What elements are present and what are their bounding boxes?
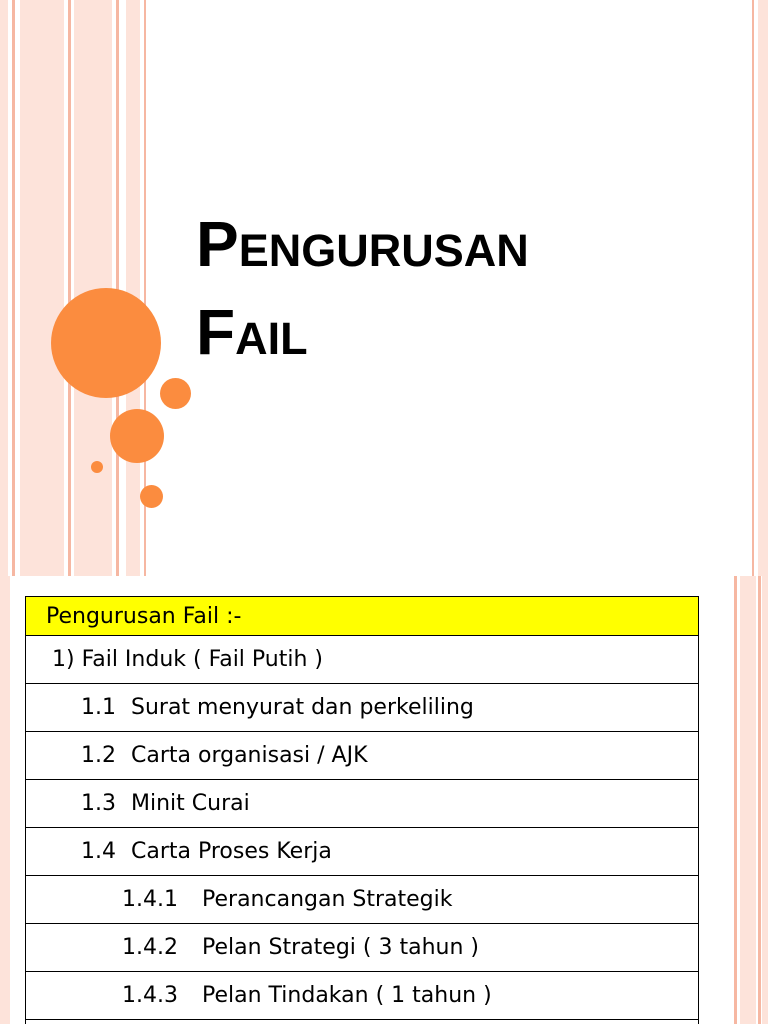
decorative-stripe xyxy=(762,576,768,1024)
table-cell xyxy=(26,780,699,828)
table-cell xyxy=(26,924,699,972)
decorative-circle-icon xyxy=(51,288,161,398)
item-text: Carta Proses Kerja xyxy=(131,839,332,864)
decorative-stripe xyxy=(126,0,140,576)
decorative-stripe xyxy=(752,0,754,576)
decorative-circle-icon xyxy=(110,409,164,463)
table-header-cell: Pengurusan Fail :- xyxy=(26,597,699,636)
decorative-stripe xyxy=(758,576,761,1024)
decorative-circle-icon xyxy=(140,485,163,508)
table-cell xyxy=(26,1020,699,1024)
table-row-partial xyxy=(26,1020,699,1024)
slide-title-line1: Pengurusan xyxy=(196,208,529,280)
decorative-circle-icon xyxy=(160,378,191,409)
table-row xyxy=(26,972,699,1020)
item-text: Pelan Strategi ( 3 tahun ) xyxy=(202,935,479,960)
item-number: 1.4.1 xyxy=(122,887,178,912)
slide-title-line2: Fail xyxy=(196,296,308,368)
decorative-stripe xyxy=(12,0,15,576)
table-row xyxy=(26,732,699,780)
item-text: Carta organisasi / AJK xyxy=(131,743,368,768)
table-cell xyxy=(26,876,699,924)
table-row xyxy=(26,924,699,972)
table-row xyxy=(26,636,699,684)
item-text: Perancangan Strategik xyxy=(202,887,453,912)
item-number: 1.4.3 xyxy=(122,983,178,1008)
item-text: Fail Induk ( Fail Putih ) xyxy=(81,647,323,672)
decorative-stripe xyxy=(0,576,10,1024)
decorative-stripe xyxy=(68,0,71,576)
item-number: 1) xyxy=(52,647,75,672)
item-text: Pelan Tindakan ( 1 tahun ) xyxy=(202,983,492,1008)
item-number: 1.4 xyxy=(81,839,116,864)
decorative-stripe xyxy=(758,0,768,576)
file-management-table xyxy=(25,596,699,1024)
decorative-stripe xyxy=(734,576,737,1024)
item-text: Minit Curai xyxy=(131,791,250,816)
content-slide xyxy=(0,576,768,1024)
slide-title xyxy=(196,200,736,376)
decorative-stripe xyxy=(20,0,64,576)
table-cell xyxy=(26,732,699,780)
table-cell xyxy=(26,684,699,732)
table-cell xyxy=(26,828,699,876)
item-number: 1.3 xyxy=(81,791,116,816)
table-cell xyxy=(26,636,699,684)
table-row xyxy=(26,780,699,828)
decorative-circle-icon xyxy=(91,461,103,473)
decorative-stripe xyxy=(0,0,8,576)
table-header-row xyxy=(26,597,699,636)
item-text: Surat menyurat dan perkeliling xyxy=(131,695,474,720)
table-row xyxy=(26,684,699,732)
item-number: 1.2 xyxy=(81,743,116,768)
item-number: 1.1 xyxy=(81,695,116,720)
table-row xyxy=(26,876,699,924)
decorative-stripe xyxy=(740,576,756,1024)
item-number: 1.4.2 xyxy=(122,935,178,960)
table-cell xyxy=(26,972,699,1020)
table-row xyxy=(26,828,699,876)
